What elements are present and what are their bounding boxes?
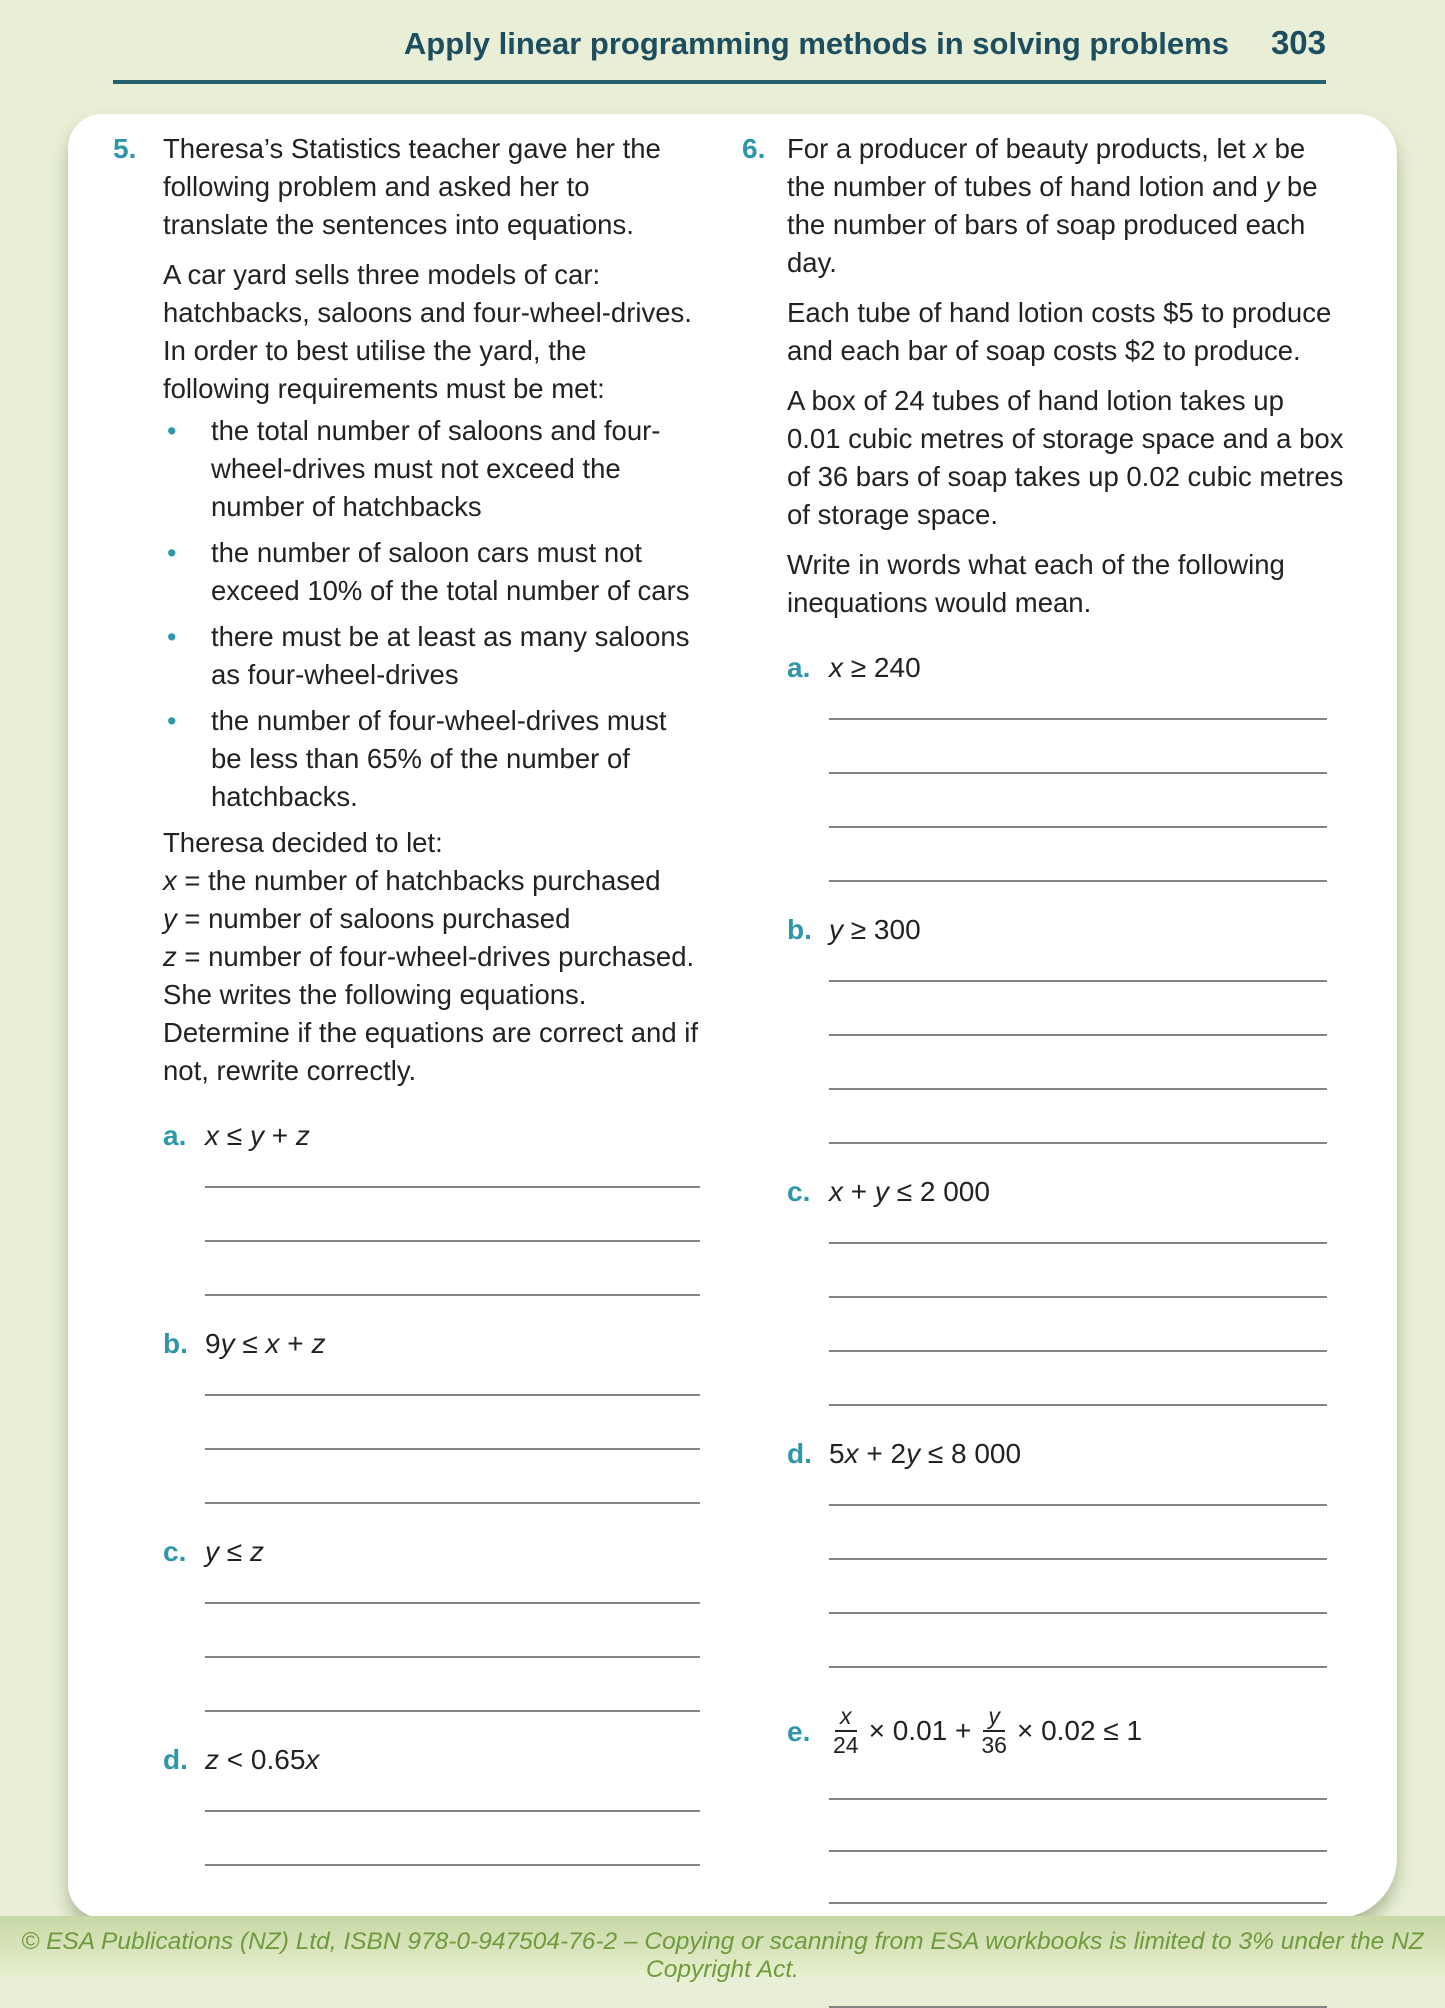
question-6-number: 6.: [742, 133, 766, 164]
expression-tail: × 0.02 ≤ 1: [1016, 1715, 1143, 1746]
fraction: [981, 1704, 1007, 1758]
fraction: [833, 1704, 859, 1758]
part-expression: [829, 1696, 1142, 1764]
answer-line: [205, 1156, 700, 1188]
question-5-intro-1: Theresa’s Statistics teacher gave her the following problem and asked her to translate the sentences into equations.: [163, 133, 661, 240]
answer-line: [205, 1866, 700, 1920]
answer-line: [205, 1604, 700, 1658]
question-6-intro-3: A box of 24 tubes of hand lotion takes up 0.01 cubic metres of storage space and a box of 36 bars of soap takes up 0.02 cubic metres of storage space.: [787, 385, 1344, 530]
q6-part-d: [787, 1434, 1345, 1668]
bullet-icon: •: [167, 416, 177, 446]
bullet-text: there must be at least as many saloons as four-wheel-drives: [211, 621, 690, 690]
question-6: [742, 130, 1345, 2008]
answer-line: [205, 1242, 700, 1296]
fraction-denominator: 24: [833, 1732, 859, 1758]
q6-part-c: [787, 1172, 1345, 1406]
copyright-notice: © ESA Publications (NZ) Ltd, ISBN 978-0-947504-76-2 – Copying or scanning from ESA workbooks is limited to 3% under the NZ Copyright Act.: [21, 1928, 1424, 1983]
answer-line: [829, 774, 1327, 828]
answer-line: [205, 1188, 700, 1242]
answer-lines: [829, 950, 1345, 1144]
question-5-lets-intro: Theresa decided to let:: [163, 827, 443, 858]
part-expression: 5x + 2y ≤ 8 000: [829, 1438, 1022, 1469]
question-6-instruction: Write in words what each of the following inequations would mean.: [787, 549, 1285, 618]
part-label: d.: [163, 1744, 188, 1775]
answer-line: [829, 1560, 1327, 1614]
answer-line: [829, 1036, 1327, 1090]
answer-line: [829, 950, 1327, 982]
q5-part-c: [163, 1532, 700, 1712]
variable-definition: x = the number of hatchbacks purchased: [163, 865, 661, 896]
q6-part-b: [787, 910, 1345, 1144]
part-label: e.: [787, 1716, 811, 1747]
part-expression: 9y ≤ x + z: [205, 1328, 326, 1359]
answer-line: [829, 1800, 1327, 1852]
part-label: a.: [163, 1120, 187, 1151]
part-expression: y ≥ 300: [829, 914, 921, 945]
question-5-number: 5.: [113, 133, 137, 164]
variable-definition: z = number of four-wheel-drives purchased.: [163, 941, 695, 972]
answer-line: [205, 1396, 700, 1450]
question-5-instruction: She writes the following equations. Determine if the equations are correct and if not, rewrite correctly.: [163, 979, 699, 1086]
answer-lines: [205, 1572, 700, 1712]
expression-middle: × 0.01 +: [868, 1715, 972, 1746]
part-expression: y ≤ z: [205, 1536, 264, 1567]
answer-lines: [205, 1156, 700, 1296]
answer-line: [829, 1298, 1327, 1352]
variable-definition: y = number of saloons purchased: [163, 903, 571, 934]
answer-lines: [205, 1780, 700, 1920]
answer-line: [205, 1450, 700, 1504]
answer-line: [829, 1352, 1327, 1406]
answer-lines: [829, 1474, 1345, 1668]
q5-part-b: [163, 1324, 700, 1504]
page-header: [0, 24, 1326, 62]
bullet-text: the total number of saloons and four-wheel-drives must not exceed the number of hatchbacks: [211, 415, 661, 522]
part-label: b.: [163, 1328, 188, 1359]
answer-line: [829, 1212, 1327, 1244]
part-label: a.: [787, 652, 811, 683]
bullet-icon: •: [167, 622, 177, 652]
answer-lines: [829, 688, 1345, 882]
answer-line: [829, 720, 1327, 774]
question-6-intro-2: Each tube of hand lotion costs $5 to produce and each bar of soap costs $2 to produce.: [787, 297, 1332, 366]
answer-lines: [205, 1364, 700, 1504]
answer-line: [829, 1768, 1327, 1800]
answer-line: [829, 1090, 1327, 1144]
answer-line: [829, 1474, 1327, 1506]
part-label: c.: [787, 1176, 811, 1207]
part-expression: x + y ≤ 2 000: [829, 1176, 990, 1207]
answer-line: [205, 1572, 700, 1604]
part-label: c.: [163, 1536, 187, 1567]
part-expression: x ≤ y + z: [205, 1120, 310, 1151]
list-item: [167, 534, 700, 610]
list-item: [167, 702, 700, 816]
part-expression: x ≥ 240: [829, 652, 921, 683]
bullet-text: the number of four-wheel-drives must be less than 65% of the number of hatchbacks.: [211, 705, 667, 812]
answer-line: [205, 1364, 700, 1396]
q5-part-d: [163, 1740, 700, 1920]
question-5-bullet-list: [163, 412, 700, 816]
q6-part-a: [787, 648, 1345, 882]
answer-line: [829, 1614, 1327, 1668]
answer-line: [829, 828, 1327, 882]
fraction-numerator: y: [983, 1704, 1005, 1732]
fraction-denominator: 36: [981, 1732, 1007, 1758]
answer-line: [829, 982, 1327, 1036]
answer-line: [829, 1506, 1327, 1560]
part-expression: z < 0.65x: [205, 1744, 320, 1775]
question-6-intro-1: For a producer of beauty products, let x be the number of tubes of hand lotion and y be the number of bars of soap produced each day.: [787, 133, 1318, 278]
answer-line: [205, 1658, 700, 1712]
part-label: d.: [787, 1438, 812, 1469]
answer-lines: [829, 1212, 1345, 1406]
content-card: [68, 114, 1397, 1918]
answer-line: [829, 1244, 1327, 1298]
page-number: 303: [1270, 24, 1326, 61]
bullet-icon: •: [167, 706, 177, 736]
answer-line: [829, 688, 1327, 720]
part-label: b.: [787, 914, 812, 945]
bullet-icon: •: [167, 538, 177, 568]
footer-band: [0, 1916, 1445, 1983]
bullet-text: the number of saloon cars must not exceed 10% of the total number of cars: [211, 537, 690, 606]
list-item: [167, 412, 700, 526]
answer-line: [829, 1852, 1327, 1904]
header-divider: [113, 80, 1326, 84]
answer-line: [205, 1780, 700, 1812]
answer-line: [205, 1812, 700, 1866]
question-5-intro-2: A car yard sells three models of car: hatchbacks, saloons and four-wheel-drives. In order to best utilise the yard, the following requirements must be met:: [163, 259, 692, 404]
page-title: Apply linear programming methods in solving problems: [403, 26, 1229, 61]
list-item: [167, 618, 700, 694]
q5-part-a: [163, 1116, 700, 1296]
question-5: [113, 130, 700, 1920]
fraction-numerator: x: [835, 1704, 857, 1732]
